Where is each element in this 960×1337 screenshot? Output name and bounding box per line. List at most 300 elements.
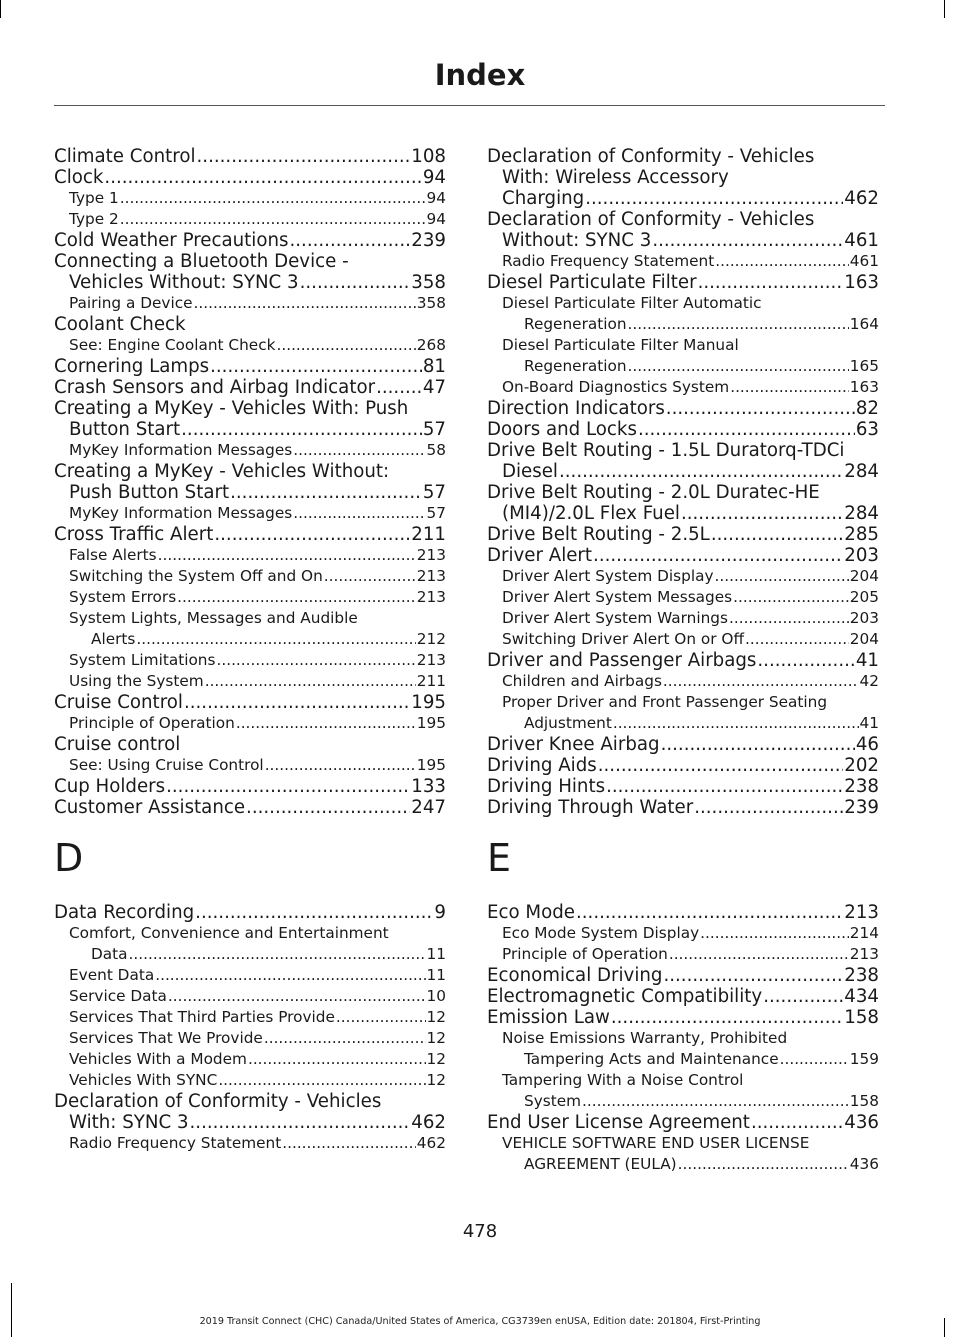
index-entry-page: 9 (434, 902, 446, 923)
dot-leader (120, 209, 426, 230)
crop-mark-top-right (944, 0, 945, 18)
index-entry-text: Driver Alert (487, 545, 593, 566)
dot-leader (582, 1091, 849, 1112)
dot-leader (155, 965, 425, 986)
index-entry-page: 285 (844, 524, 879, 545)
index-heading: Declaration of Conformity - Vehicles (487, 146, 815, 167)
index-entry-page: 58 (426, 441, 446, 459)
index-entry-page: 94 (426, 210, 446, 228)
index-heading: Creating a MyKey - Vehicles Without: (54, 461, 390, 482)
index-entry-page: 462 (844, 188, 879, 209)
dot-leader (282, 1133, 416, 1154)
index-entry-page: 12 (426, 1050, 446, 1068)
index-entry[interactable] (487, 1049, 879, 1070)
index-entry[interactable] (54, 1070, 446, 1091)
dot-leader (780, 1049, 849, 1070)
index-entry-text: Diesel (502, 461, 558, 482)
dot-leader (197, 146, 411, 167)
index-entry[interactable] (54, 1007, 446, 1028)
index-entry[interactable] (54, 545, 446, 566)
index-heading: System Lights, Messages and Audible (69, 609, 358, 627)
dot-leader (194, 293, 416, 314)
index-entry-page: 12 (426, 1029, 446, 1047)
index-heading: Connecting a Bluetooth Device - (54, 251, 349, 272)
index-entry[interactable] (54, 692, 446, 713)
index-entry[interactable] (487, 587, 879, 608)
index-entry[interactable] (54, 650, 446, 671)
index-entry-page: 213 (416, 588, 446, 606)
index-entry[interactable] (54, 188, 446, 209)
index-entry[interactable] (54, 776, 446, 797)
index-entry[interactable] (487, 251, 879, 272)
index-entry-page: 82 (855, 398, 879, 419)
index-entry-page: 158 (849, 1092, 879, 1110)
dot-leader (230, 482, 422, 503)
index-entry-text: Driving Through Water (487, 797, 694, 818)
index-entry-page: 284 (844, 503, 879, 524)
index-entry-text: Eco Mode (487, 902, 575, 923)
index-entry-text: Adjustment (524, 714, 612, 732)
dot-leader (195, 902, 433, 923)
index-entry[interactable] (487, 503, 879, 524)
index-entry[interactable] (54, 209, 446, 230)
index-entry-page: 211 (411, 524, 446, 545)
index-entry[interactable] (54, 1112, 446, 1133)
dot-leader (730, 377, 849, 398)
index-entry[interactable] (487, 1112, 879, 1133)
index-entry[interactable] (54, 965, 446, 986)
dot-leader (711, 524, 843, 545)
index-entry[interactable] (487, 356, 879, 377)
index-entry-text: Customer Assistance (54, 797, 246, 818)
index-entry[interactable] (487, 944, 879, 965)
index-entry-text: Diesel Particulate Filter (487, 272, 697, 293)
dot-leader (210, 356, 422, 377)
index-entry-page: 213 (844, 902, 879, 923)
dot-leader (214, 524, 410, 545)
index-entry[interactable] (54, 335, 446, 356)
dot-leader (694, 797, 843, 818)
index-entry-page: 239 (844, 797, 879, 818)
index-entry[interactable] (54, 524, 446, 545)
index-entry[interactable] (487, 755, 879, 776)
index-entry[interactable] (487, 608, 879, 629)
index-entry[interactable] (487, 734, 879, 755)
index-entry-text: Driver Knee Airbag (487, 734, 660, 755)
index-entry-page: 81 (422, 356, 446, 377)
index-entry-text: With: SYNC 3 (69, 1112, 189, 1133)
dot-leader (293, 503, 425, 524)
index-entry-page: 238 (844, 776, 879, 797)
index-entry-page: 461 (844, 230, 879, 251)
index-entry-text: MyKey Information Messages (69, 504, 293, 522)
index-entry-page: 11 (426, 945, 446, 963)
dot-leader (678, 1154, 849, 1175)
index-entry-page: 284 (844, 461, 879, 482)
index-entry-page: 10 (426, 987, 446, 1005)
index-entry-page: 195 (416, 714, 446, 732)
index-heading: Cruise control (54, 734, 181, 755)
index-entry[interactable] (54, 356, 446, 377)
index-entry[interactable] (54, 755, 446, 776)
dot-leader (576, 902, 843, 923)
index-entry[interactable] (54, 671, 446, 692)
index-entry[interactable] (487, 629, 879, 650)
dot-leader (246, 797, 410, 818)
index-entry-text: Services That We Provide (69, 1029, 263, 1047)
index-entry-text: Principle of Operation (502, 945, 668, 963)
index-entry[interactable] (487, 965, 879, 986)
index-entry-page: 213 (416, 651, 446, 669)
index-entry-page: 202 (844, 755, 879, 776)
dot-leader (264, 1028, 426, 1049)
index-entry[interactable] (54, 167, 446, 188)
index-entry-page: 436 (844, 1112, 879, 1133)
index-entry-page: 158 (844, 1007, 879, 1028)
index-heading: Declaration of Conformity - Vehicles (54, 1091, 382, 1112)
index-entry-text: Services That Third Parties Provide (69, 1008, 335, 1026)
dot-leader (177, 587, 416, 608)
dot-leader (715, 566, 849, 587)
index-entry-text: Vehicles Without: SYNC 3 (69, 272, 299, 293)
dot-leader (733, 587, 849, 608)
header-rule (54, 105, 885, 106)
dot-leader (593, 545, 843, 566)
index-entry[interactable] (54, 230, 446, 251)
index-entry-text: Clock (54, 167, 104, 188)
index-entry[interactable] (487, 377, 879, 398)
index-entry-text: Radio Frequency Statement (502, 252, 715, 270)
dot-leader (120, 188, 426, 209)
index-entry[interactable] (487, 797, 879, 818)
index-heading: Diesel Particulate Filter Manual (502, 336, 739, 354)
index-entry-text: End User License Agreement (487, 1112, 750, 1133)
index-entry-text: Climate Control (54, 146, 196, 167)
dot-leader (324, 566, 416, 587)
index-entry-page: 213 (416, 567, 446, 585)
dot-leader (585, 188, 843, 209)
dot-leader (698, 272, 844, 293)
index-entry[interactable] (487, 188, 879, 209)
index-entry-page: 133 (411, 776, 446, 797)
index-entry-page: 211 (416, 672, 446, 690)
crop-mark-top-left (0, 0, 1, 18)
index-entry-text: Driver Alert System Warnings (502, 609, 728, 627)
dot-leader (663, 965, 843, 986)
index-entry-text: Data (91, 945, 128, 963)
index-entry-text: Direction Indicators (487, 398, 665, 419)
dot-leader (248, 1049, 426, 1070)
index-section-letter: D (54, 836, 84, 880)
index-entry-text: Without: SYNC 3 (502, 230, 652, 251)
index-entry-page: 434 (844, 986, 879, 1007)
footer-edition-info: 2019 Transit Connect (CHC) Canada/United States of America, CG3739en enUSA, Edition date: 201804, First-Printing (199, 1316, 761, 1327)
index-entry-page: 238 (844, 965, 879, 986)
index-entry-text: Cup Holders (54, 776, 166, 797)
index-entry-text: System Limitations (69, 651, 216, 669)
index-entry-page: 204 (849, 630, 879, 648)
dot-leader (218, 1070, 425, 1091)
index-heading: Noise Emissions Warranty, Prohibited (502, 1029, 788, 1047)
dot-leader (611, 1007, 843, 1028)
index-column-right (487, 146, 879, 1175)
index-entry-page: 212 (416, 630, 446, 648)
index-entry-text: Pairing a Device (69, 294, 193, 312)
index-entry-page: 358 (411, 272, 446, 293)
index-entry[interactable] (487, 713, 879, 734)
dot-leader (669, 944, 849, 965)
index-entry[interactable] (487, 230, 879, 251)
index-entry-page: 63 (855, 419, 879, 440)
index-entry-page: 195 (411, 692, 446, 713)
dot-leader (628, 356, 849, 377)
index-entry-text: Electromagnetic Compatibility (487, 986, 763, 1007)
index-entry-page: 436 (849, 1155, 879, 1173)
index-entry[interactable] (54, 986, 446, 1007)
index-entry-page: 462 (416, 1134, 446, 1152)
page-number: 478 (462, 1221, 498, 1242)
index-entry[interactable] (487, 650, 879, 671)
index-entry[interactable] (54, 482, 446, 503)
index-entry[interactable] (54, 944, 446, 965)
dot-leader (205, 671, 416, 692)
dot-leader (628, 314, 849, 335)
dot-leader (190, 1112, 411, 1133)
index-entry[interactable] (487, 566, 879, 587)
index-entry[interactable] (54, 629, 446, 650)
index-entry-page: 57 (422, 419, 446, 440)
dot-leader (598, 755, 844, 776)
index-entry-text: Using the System (69, 672, 204, 690)
dot-leader (104, 167, 421, 188)
index-entry-page: 94 (426, 189, 446, 207)
index-entry-text: Cruise Control (54, 692, 183, 713)
index-entry-text: MyKey Information Messages (69, 441, 293, 459)
index-entry[interactable] (487, 545, 879, 566)
dot-leader (666, 398, 855, 419)
index-entry-text: Switching Driver Alert On or Off (502, 630, 744, 648)
index-entry[interactable] (54, 503, 446, 524)
index-entry-text: Switching the System Off and On (69, 567, 323, 585)
index-entry[interactable] (487, 923, 879, 944)
index-entry-page: 213 (849, 945, 879, 963)
index-heading: Declaration of Conformity - Vehicles (487, 209, 815, 230)
index-entry-text: Cold Weather Precautions (54, 230, 289, 251)
index-entry-text: Principle of Operation (69, 714, 235, 732)
dot-leader (663, 671, 859, 692)
index-entry-text: Push Button Start (69, 482, 230, 503)
index-entry-page: 247 (411, 797, 446, 818)
index-entry-text: Service Data (69, 987, 167, 1005)
index-entry-page: 159 (849, 1050, 879, 1068)
index-entry[interactable] (487, 398, 879, 419)
index-entry-text: Regeneration (524, 315, 627, 333)
index-entry[interactable] (54, 587, 446, 608)
index-entry[interactable] (54, 566, 446, 587)
index-entry-text: Children and Airbags (502, 672, 662, 690)
index-entry-text: Button Start (69, 419, 181, 440)
index-entry-text: Driver Alert System Messages (502, 588, 733, 606)
dot-leader (376, 377, 422, 398)
dot-leader (336, 1007, 426, 1028)
index-entry[interactable] (487, 1154, 879, 1175)
index-entry[interactable] (54, 1049, 446, 1070)
index-entry-page: 461 (849, 252, 879, 270)
dot-leader (613, 713, 859, 734)
index-entry-text: Type 2 (69, 210, 119, 228)
index-heading: VEHICLE SOFTWARE END USER LICENSE (502, 1134, 810, 1152)
dot-leader (276, 335, 415, 356)
dot-leader (136, 629, 415, 650)
dot-leader (729, 608, 849, 629)
dot-leader (606, 776, 843, 797)
dot-leader (236, 713, 416, 734)
index-entry[interactable] (487, 524, 879, 545)
index-entry-page: 165 (849, 357, 879, 375)
index-heading: Tampering With a Noise Control (502, 1071, 744, 1089)
index-entry-text: System Errors (69, 588, 177, 606)
index-entry-text: AGREEMENT (EULA) (524, 1155, 677, 1173)
index-entry-page: 239 (411, 230, 446, 251)
index-entry[interactable] (54, 419, 446, 440)
index-entry-page: 12 (426, 1071, 446, 1089)
index-entry[interactable] (487, 419, 879, 440)
index-entry[interactable] (54, 1133, 446, 1154)
index-entry-text: See: Engine Coolant Check (69, 336, 276, 354)
index-heading: Coolant Check (54, 314, 186, 335)
dot-leader (715, 251, 849, 272)
index-entry[interactable] (54, 1028, 446, 1049)
index-entry-text: Driving Aids (487, 755, 597, 776)
index-entry-text: Alerts (91, 630, 136, 648)
dot-leader (265, 755, 416, 776)
dot-leader (181, 419, 422, 440)
index-entry-page: 195 (416, 756, 446, 774)
index-entry[interactable] (487, 1091, 879, 1112)
index-entry-page: 12 (426, 1008, 446, 1026)
index-entry-text: (MI4)/2.0L Flex Fuel (502, 503, 680, 524)
dot-leader (559, 461, 843, 482)
dot-leader (184, 692, 410, 713)
index-entry-text: Cornering Lamps (54, 356, 210, 377)
index-entry[interactable] (54, 377, 446, 398)
index-entry-page: 42 (859, 672, 879, 690)
index-entry-page: 94 (422, 167, 446, 188)
index-entry-text: On-Board Diagnostics System (502, 378, 730, 396)
index-entry-text: Tampering Acts and Maintenance (524, 1050, 779, 1068)
index-entry-page: 164 (849, 315, 879, 333)
index-entry-page: 11 (426, 966, 446, 984)
index-entry-page: 41 (859, 714, 879, 732)
index-entry-page: 358 (416, 294, 446, 312)
dot-leader (638, 419, 855, 440)
index-entry-text: Charging (502, 188, 585, 209)
index-entry[interactable] (54, 272, 446, 293)
index-entry-text: Emission Law (487, 1007, 610, 1028)
index-entry-text: See: Using Cruise Control (69, 756, 264, 774)
index-entry-text: Vehicles With a Modem (69, 1050, 247, 1068)
index-entry[interactable] (487, 671, 879, 692)
index-section-letter: E (487, 836, 512, 880)
index-entry-page: 268 (416, 336, 446, 354)
index-entry[interactable] (487, 314, 879, 335)
dot-leader (763, 986, 843, 1007)
dot-leader (158, 545, 416, 566)
index-entry[interactable] (54, 440, 446, 461)
dot-leader (293, 440, 425, 461)
dot-leader (168, 986, 426, 1007)
index-entry-text: Economical Driving (487, 965, 663, 986)
index-entry-page: 57 (422, 482, 446, 503)
index-entry-text: Driver and Passenger Airbags (487, 650, 757, 671)
index-entry[interactable] (487, 776, 879, 797)
index-entry[interactable] (487, 986, 879, 1007)
index-heading: With: Wireless Accessory (502, 167, 729, 188)
index-entry[interactable] (487, 1007, 879, 1028)
index-entry-text: Crash Sensors and Airbag Indicator (54, 377, 376, 398)
index-heading: Drive Belt Routing - 1.5L Duratorq-TDCi (487, 440, 845, 461)
dot-leader (700, 923, 849, 944)
index-entry-text: Data Recording (54, 902, 195, 923)
dot-leader (751, 1112, 843, 1133)
index-entry-page: 203 (844, 545, 879, 566)
index-entry-text: Event Data (69, 966, 155, 984)
index-entry[interactable] (54, 293, 446, 314)
index-entry-text: Type 1 (69, 189, 119, 207)
index-entry[interactable] (487, 272, 879, 293)
dot-leader (681, 503, 843, 524)
index-entry-text: Drive Belt Routing - 2.5L (487, 524, 710, 545)
index-entry-text: Radio Frequency Statement (69, 1134, 282, 1152)
dot-leader (289, 230, 410, 251)
index-column-left (54, 146, 446, 1154)
dot-leader (216, 650, 415, 671)
dot-leader (166, 776, 410, 797)
page-title: Index (434, 58, 526, 92)
index-entry-page: 204 (849, 567, 879, 585)
dot-leader (129, 944, 426, 965)
index-entry-text: Driving Hints (487, 776, 606, 797)
index-entry-text: Eco Mode System Display (502, 924, 700, 942)
dot-leader (661, 734, 855, 755)
index-entry-page: 46 (855, 734, 879, 755)
index-entry-page: 163 (849, 378, 879, 396)
index-entry-text: Vehicles With SYNC (69, 1071, 218, 1089)
index-entry-text: Driver Alert System Display (502, 567, 714, 585)
index-heading: Drive Belt Routing - 2.0L Duratec-HE (487, 482, 820, 503)
index-entry[interactable] (487, 461, 879, 482)
index-entry-page: 213 (416, 546, 446, 564)
index-entry-page: 163 (844, 272, 879, 293)
index-entry-page: 41 (855, 650, 879, 671)
index-heading: Diesel Particulate Filter Automatic (502, 294, 762, 312)
index-entry-text: Cross Traffic Alert (54, 524, 214, 545)
index-heading: Comfort, Convenience and Entertainment (69, 924, 389, 942)
dot-leader (745, 629, 849, 650)
index-entry[interactable] (487, 902, 879, 923)
dot-leader (300, 272, 411, 293)
index-entry[interactable] (54, 146, 446, 167)
index-entry-text: False Alerts (69, 546, 157, 564)
dot-leader (757, 650, 854, 671)
index-entry[interactable] (54, 713, 446, 734)
index-entry-text: Doors and Locks (487, 419, 637, 440)
index-entry-text: Regeneration (524, 357, 627, 375)
index-entry-page: 205 (849, 588, 879, 606)
index-entry-page: 108 (411, 146, 446, 167)
index-entry[interactable] (54, 902, 446, 923)
index-entry[interactable] (54, 797, 446, 818)
